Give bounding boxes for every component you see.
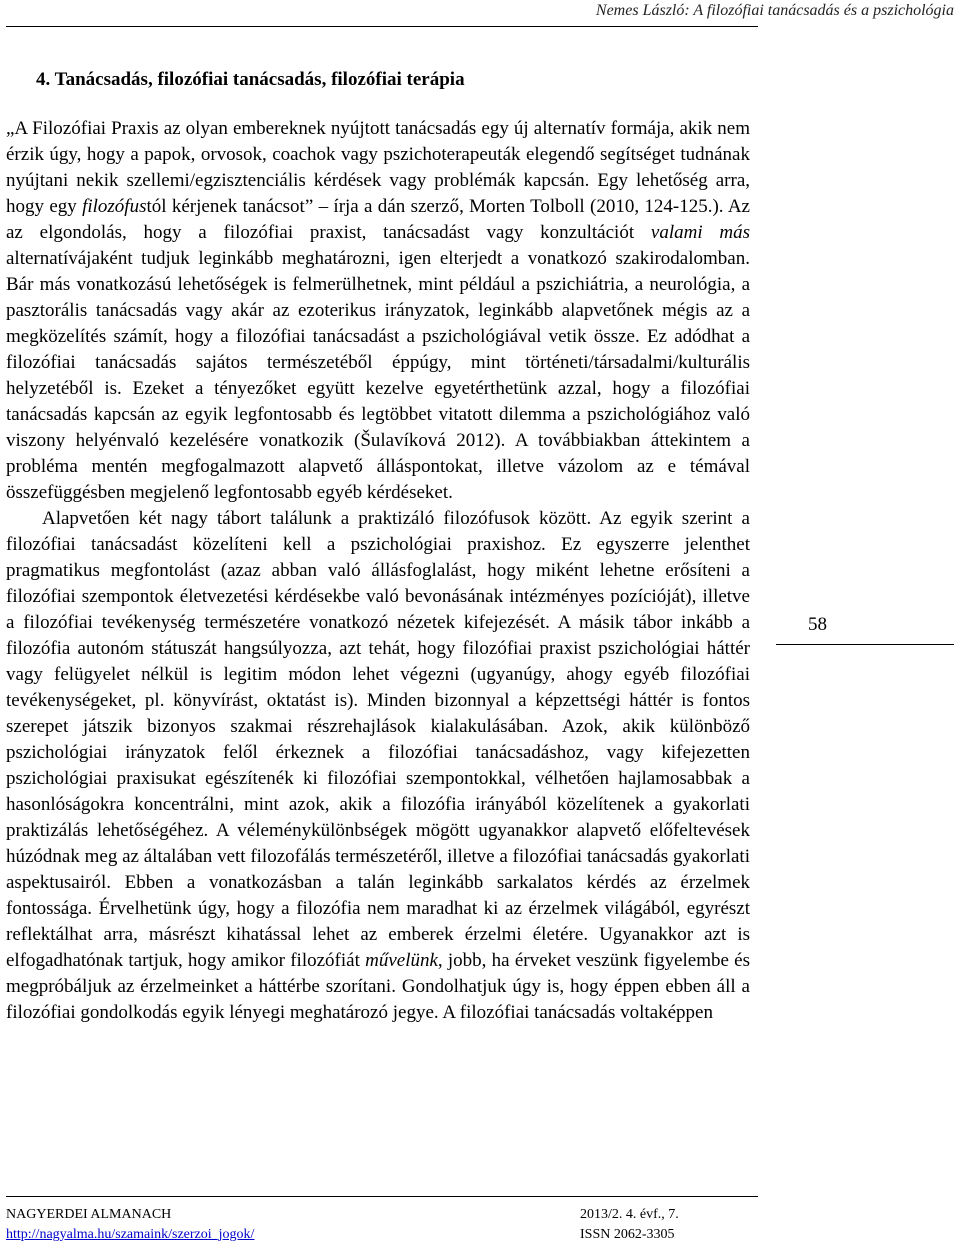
paragraph-1-italic-filozofus: filozófus bbox=[82, 196, 147, 217]
paragraph-1-text-a: „A Filozófiai Praxis az olyan embereknek nyújtott tanácsadás egy új alternatív formája, akik nem érzik úgy, hogy a papok, orvosok, coachok vagy pszichoterapeuták elegendő segítséget tudnának nyújtani nekik szellemi/egzisztenciális kérdések vagy problémák kapcsán. Egy lehetőség arra, hogy egy bbox=[6, 118, 750, 217]
header-rule bbox=[6, 26, 758, 27]
main-text bbox=[6, 66, 750, 1026]
page-number-rule bbox=[776, 644, 954, 645]
paragraph-2-text-a: Alapvetően két nagy tábort találunk a praktizáló filozófusok között. Az egyik szerint a filozófiai tanácsadást közelíteni kell a pszichológiai praxishoz. Ez egyszerre jelenthet pragmatikus megfontolást (azaz abban való állásfoglalást, hogy miként lehetne erősíteni a filozófiai szempontok életvezetési kérdésekbe való bevonásának intézményes pozícióját), illetve a filozófiai tevékenység természetére vonatkozó nézetek kifejezését. A másik tábor inkább a filozófia autonóm státuszát hangsúlyozza, azt tehát, hogy filozófiai praxist pszichológiai háttér vagy felügyelet nélkül is legitim módon lehet végezni (ugyanúgy, ahogy egyéb filozófiai tevékenységeket, pl. könyvírást, oktatást is). Minden bizonnyal a képzettségi háttér is fontos szerepet játszik bizonyos szakmai részrehajlások kialakulásában. Azok, akik különböző pszichológiai irányzatok felől érkeznek a filozófiai tanácsadáshoz, vagy kifejezetten pszichológiai praxisukat egészítenék ki filozófiai szempontokkal, vélhetően hajlamosabbak a hasonlóságokra koncentrálni, mint azok, akik a filozófia irányából közelítenek a gyakorlati praktizálás lehetőségéhez. A véleménykülönbségek mögött ugyanakkor alapvető előfeltevések húzódnak meg az általában vett filozofálás természetéről, illetve a filozófiai tanácsadás gyakorlati aspektusairól. Ebben a vonatkozásban a talán leginkább sarkalatos kérdés az érzelmek fontossága. Érvelhetünk úgy, hogy a filozófia nem maradhat ki az érzelmek világából, egyrészt reflektálhat arra, másrészt kihatással lehet az emberek érzelmi életére. Ugyanakkor azt is elfogadhatónak tartjuk, hogy amikor filozófiát bbox=[6, 508, 750, 971]
paragraph-1-italic-valami-mas: valami más bbox=[650, 222, 751, 243]
section-title: 4. Tanácsadás, filozófiai tanácsadás, filozófiai terápia bbox=[36, 69, 465, 90]
page-number: 58 bbox=[808, 614, 827, 635]
running-head: Nemes László: A filozófiai tanácsadás és a pszichológia bbox=[595, 2, 954, 19]
paragraph-2 bbox=[6, 506, 750, 1026]
paragraph-2-text-c: , jobb, ha érveket veszünk figyelembe és megpróbáljuk az érzelmeinket a háttérbe szorítani. Gondolhatjuk úgy is, hogy éppen ebben áll a filozófiai gondolkodás egyik lényegi meghatározó jegye. A filozófiai tanácsadás voltaképpen bbox=[6, 950, 751, 1023]
footer-journal-name: NAGYERDEI ALMANACH bbox=[6, 1207, 172, 1222]
paragraph-1-text-c: tól kérjenek tanácsot” – írja a dán szerző, Morten Tolboll (2010, 124-125.). Az az elgondolás, hogy a filozófiai praxist, tanácsadást vagy konzultációt bbox=[6, 196, 750, 243]
paragraph-2-italic-muvelunk: művelünk bbox=[365, 950, 438, 971]
footer-rule bbox=[6, 1196, 758, 1197]
footer-issn: ISSN 2062-3305 bbox=[580, 1227, 675, 1242]
paragraph-1 bbox=[6, 116, 750, 506]
footer-issue: 2013/2. 4. évf., 7. bbox=[580, 1207, 679, 1222]
paragraph-1-text-e: alternatívájaként tudjuk leginkább meghatározni, igen elterjedt a vonatkozó szakirodalomban. Bár más vonatkozású lehetőségek is felmerülhetnek, mint például a pszichiátria, a neurológia, a pasztorális tanácsadás vagy akár az ezoterikus irányzatok, leginkább alapvetőnek mégis az a megközelítés számít, hogy a filozófiai tanácsadást a pszichológiával vetik össze. Ez adódhat a filozófiai tanácsadás sajátos természetéből éppúgy, mint történeti/társadalmi/kulturális helyzetéből is. Ezeket a tényezőket együtt kezelve egyetérthetünk azzal, hogy a filozófiai tanácsadás kapcsán az egyik legfontosabb és legtöbbet vitatott dilemma a pszichológiához való viszony helyénvaló kezelésére vonatkozik (Šulavíková 2012). A továbbiakban áttekintem a probléma mentén megfogalmazott alapvető álláspontokat, illetve vázolom az e témával összefüggésben megjelenő legfontosabb egyéb kérdéseket. bbox=[6, 248, 750, 503]
footer-url-link[interactable]: http://nagyalma.hu/szamaink/szerzoi_jogok/ bbox=[6, 1227, 255, 1242]
